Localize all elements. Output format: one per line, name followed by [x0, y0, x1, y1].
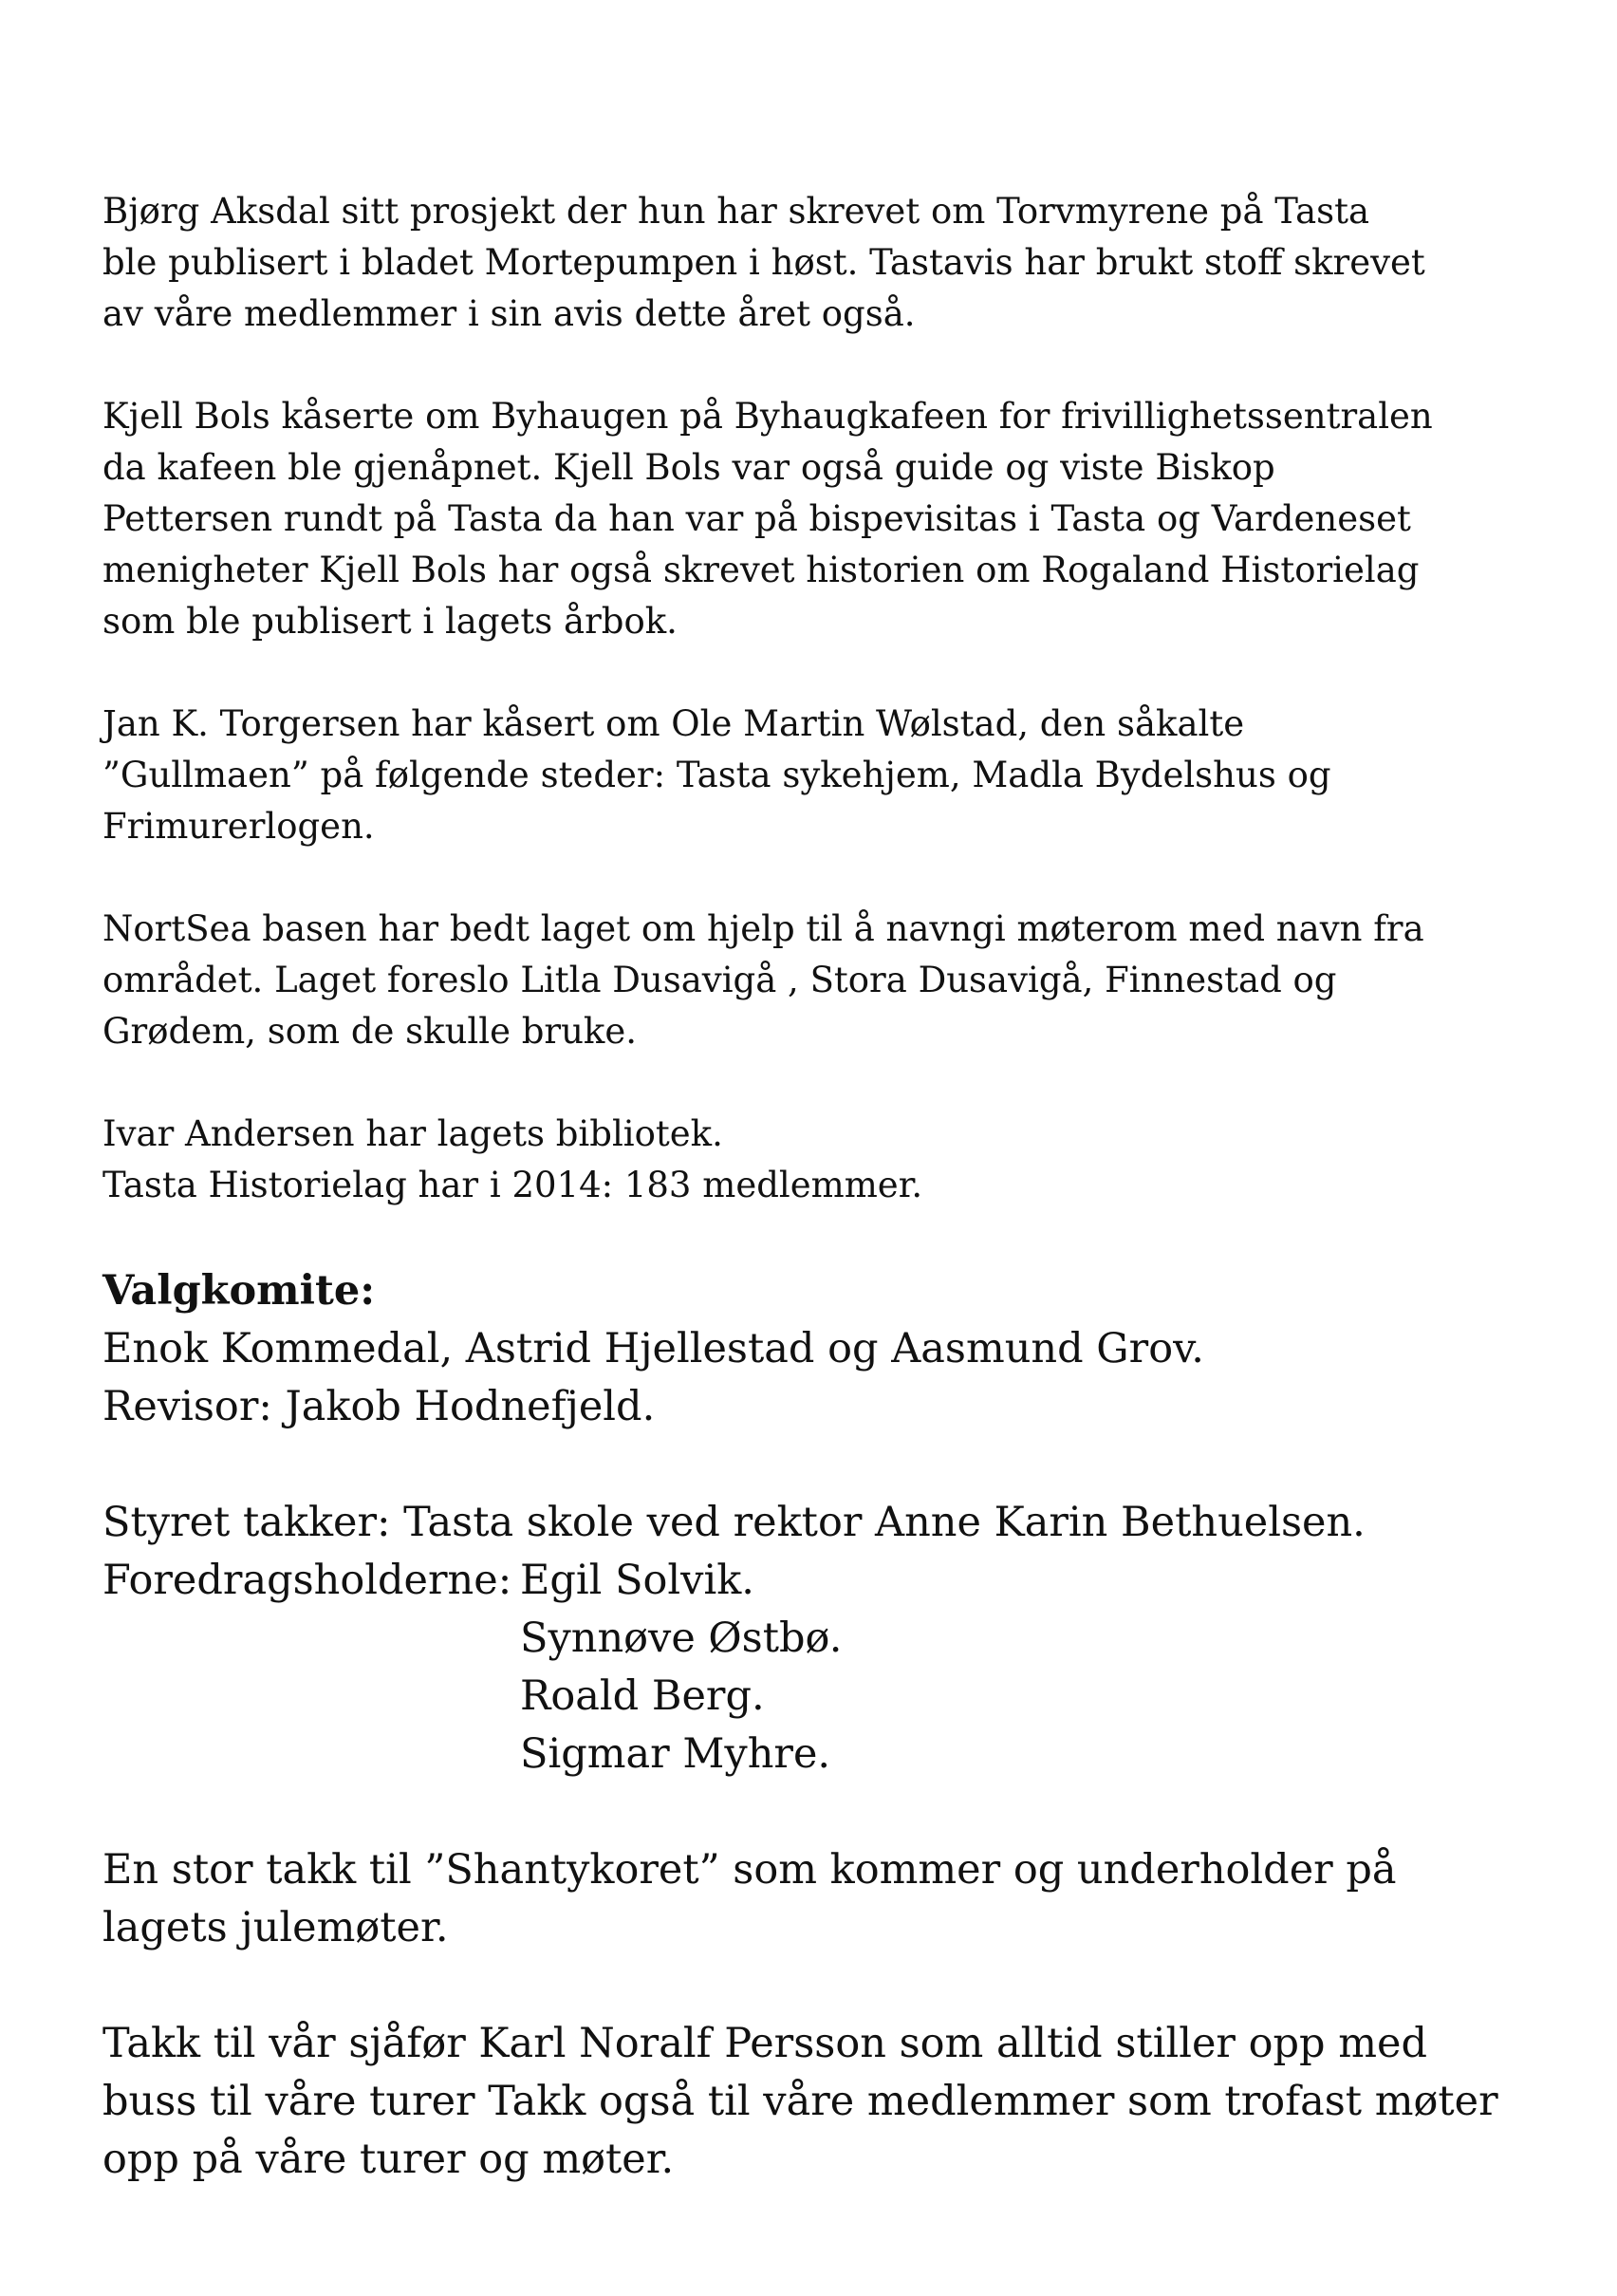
text-line: NortSea basen har bedt laget om hjelp til å navngi møterom med navn fra [102, 908, 1424, 949]
text-line: Kjell Bols kåserte om Byhaugen på Byhaugkafeen for frivillighetssentralen [102, 396, 1433, 437]
text-line: da kafeen ble gjenåpnet. Kjell Bols var også guide og viste Biskop [102, 447, 1275, 488]
text-line: buss til våre turer Takk også til våre medlemmer som trofast møter [102, 2078, 1498, 2125]
text-line: Frimurerlogen. [102, 806, 375, 847]
valgkomite-heading: Valgkomite: [102, 1267, 376, 1315]
text-line: ”Gullmaen” på følgende steder: Tasta sykehjem, Madla Bydelshus og [102, 755, 1331, 795]
text-line: Ivar Andersen har lagets bibliotek. [102, 1113, 723, 1154]
text-line: Jan K. Torgersen har kåsert om Ole Martin Wølstad, den såkalte [102, 703, 1245, 744]
speaker-name: Roald Berg. [520, 1672, 765, 1720]
text-line: som ble publisert i lagets årbok. [102, 601, 678, 642]
text-line: En stor takk til ”Shantykoret” som kommer og underholder på [102, 1846, 1397, 1894]
text-line: Bjørg Aksdal sitt prosjekt der hun har skrevet om Torvmyrene på Tasta [102, 191, 1370, 232]
speakers-first-line [102, 1552, 1516, 1610]
paragraph-library-members [102, 1109, 1516, 1211]
text-line: Tasta Historielag har i 2014: 183 medlemmer. [102, 1165, 923, 1205]
text-line: opp på våre turer og møter. [102, 2136, 675, 2183]
text-line: området. Laget foreslo Litla Dusavigå , Stora Dusavigå, Finnestad og [102, 960, 1337, 1000]
text-line: lagets julemøter. [102, 1904, 449, 1951]
text-line: menigheter Kjell Bols har også skrevet historien om Rogaland Historielag [102, 550, 1420, 590]
paragraph-kjell-bols [102, 391, 1516, 647]
valgkomite-section [102, 1320, 1516, 1436]
paragraph-shantykoret [102, 1841, 1516, 1957]
speaker-name: Egil Solvik. [520, 1557, 754, 1604]
text-line: Takk til vår sjåfør Karl Noralf Persson som alltid stiller opp med [102, 2020, 1427, 2067]
text-line: ble publisert i bladet Mortepumpen i høst. Tastavis har brukt stoff skrevet [102, 242, 1425, 283]
paragraph-nortsea [102, 904, 1516, 1057]
revisor-line: Revisor: Jakob Hodnefjeld. [102, 1383, 656, 1430]
text-line: Pettersen rundt på Tasta da han var på bispevisitas i Tasta og Vardeneset [102, 498, 1411, 539]
paragraph-torvmyrene [102, 186, 1516, 340]
document-page [102, 186, 1516, 2189]
valgkomite-members: Enok Kommedal, Astrid Hjellestad og Aasmund Grov. [102, 1325, 1204, 1372]
text-line: av våre medlemmer i sin avis dette året også. [102, 293, 916, 334]
speakers-label: Foredragsholderne: [102, 1557, 512, 1604]
text-line: Grødem, som de skulle bruke. [102, 1011, 638, 1052]
thanks-section [102, 1494, 1516, 1783]
paragraph-jan-torgersen [102, 699, 1516, 852]
paragraph-driver-thanks [102, 2015, 1516, 2189]
thanks-school: Styret takker: Tasta skole ved rektor Anne Karin Bethuelsen. [102, 1499, 1366, 1546]
speaker-name: Sigmar Myhre. [520, 1730, 831, 1778]
speaker-name: Synnøve Østbø. [520, 1615, 843, 1662]
